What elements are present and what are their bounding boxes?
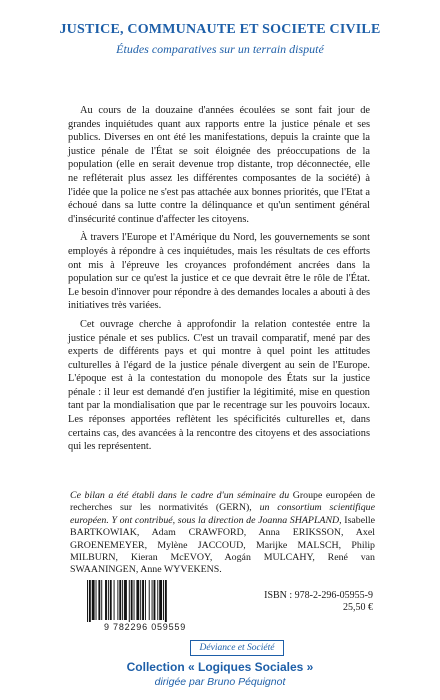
- barcode-digits: 9 782296 059559: [80, 622, 210, 632]
- price: 25,50 €: [343, 602, 373, 613]
- collection-name: Collection « Logiques Sociales »: [126, 660, 314, 674]
- barcode-bar: [117, 580, 118, 620]
- barcode-bar: [157, 580, 158, 620]
- series-badge: Déviance et Société: [190, 640, 284, 656]
- barcode-bar: [92, 580, 95, 620]
- barcode-bar: [159, 580, 162, 620]
- blurb-paragraph-3: Cet ouvrage cherche à approfondir la relation contestée entre la justice pénale et ses publics. C'est un travail comparatif, mené par des experts de différents pays et qui montre à quel point les attitudes culturelles à l'égard de la justice pénale divergent au sein de l'Europe. L'époque est à la contestation du monopole des États sur la justice pénale : il leur est demandé d'en justifier la légitimité, mise en question tant par la mondialisation que par le recentrage sur les pouvoirs locaux. Les réponses apportées reflètent les spécificités culturelles et, dans certains cas, des avancées à la rencontre des citoyens et des associations qui les représentent.: [68, 318, 370, 453]
- barcode-bar: [101, 580, 102, 620]
- barcode-bar: [134, 580, 135, 620]
- blurb-paragraph-2: À travers l'Europe et l'Amérique du Nord, les gouvernements se sont employés à répondre à ces inquiétudes, mais les résultats de ces efforts ont mis à l'épreuve les croyances profondément ancrées dans la population sur ce qu'est la justice et ce que devrait être le rôle de l'État. Le besoin d'innover pour répondre à des demandes locales a abouti à des initiatives très variées.: [68, 232, 370, 312]
- barcode-bar: [129, 580, 130, 624]
- note-part-2: Groupe européen de recherches sur les normativités (GERN),: [70, 490, 376, 514]
- barcode-bar: [105, 580, 107, 620]
- isbn-block: [264, 590, 373, 614]
- barcode-bar: [163, 580, 164, 620]
- barcode-bar: [142, 580, 144, 620]
- barcode-bar: [108, 580, 109, 620]
- barcode-bar: [114, 580, 115, 620]
- barcode-bar: [110, 580, 112, 620]
- barcode-bar: [145, 580, 146, 620]
- book-title: JUSTICE, COMMUNAUTE ET SOCIETE CIVILE: [59, 22, 381, 37]
- barcode-bar: [122, 580, 123, 620]
- barcode-bar: [124, 580, 127, 620]
- note-contributors: Isabelle BARTKOWIAK, Adam CRAWFORD, Anna ERIKSSON, Axel GROENEMEYER, Mylène JACCOUD, Marijke MALSCH, Philip MILBURN, Kieran McEVOY, Aogán MULCAHY, René van SWAANINGEN, Anne WYVEKENS.: [70, 514, 375, 576]
- barcode-bar: [149, 580, 150, 620]
- note-part-3: un consortium scientifique européen. Y ont contribué, sous la direction de Joanna SHAPLAND,: [70, 502, 376, 526]
- barcode-bar: [140, 580, 141, 620]
- blurb-paragraph-1: Au cours de la douzaine d'années écoulées se sont fait jour de grandes inquiétudes quant aux rapports entre la justice pénale et ses publics. Diverses en ont été les manifestations, depuis la crainte que la justice pénale de l'État se soit éloignée des préoccupations de la population (elle en serait devenue trop distante, trop déconnectée, elle ne refléterait plus assez les différentes composantes de la société) à l'idée que la police ne s'est pas attachée aux bonnes priorités, que l'Etat a échoué dans sa lutte contre la délinquance et qu'un sentiment général d'insécurité continue d'affecter les citoyens.: [68, 105, 370, 225]
- contributors-note: [70, 490, 375, 577]
- barcode-bar: [152, 580, 153, 620]
- barcode-bar: [96, 580, 97, 620]
- barcode-bar: [154, 580, 156, 620]
- barcode-bar: [87, 580, 88, 624]
- barcode-bar: [165, 580, 167, 624]
- barcode-bar: [131, 580, 133, 620]
- barcode-bar: [136, 580, 139, 620]
- barcode-bar: [98, 580, 100, 620]
- barcode-bar: [119, 580, 121, 620]
- blurb-text: [68, 104, 370, 459]
- barcode-bar: [89, 580, 91, 624]
- note-part-1: Ce bilan a été établi dans le cadre d'un séminaire du: [70, 490, 290, 501]
- book-subtitle: Études comparatives sur un terrain disputé: [116, 42, 324, 56]
- collection-director: dirigée par Bruno Péquignot: [154, 676, 286, 688]
- isbn-number: ISBN : 978-2-296-05955-9: [264, 590, 373, 601]
